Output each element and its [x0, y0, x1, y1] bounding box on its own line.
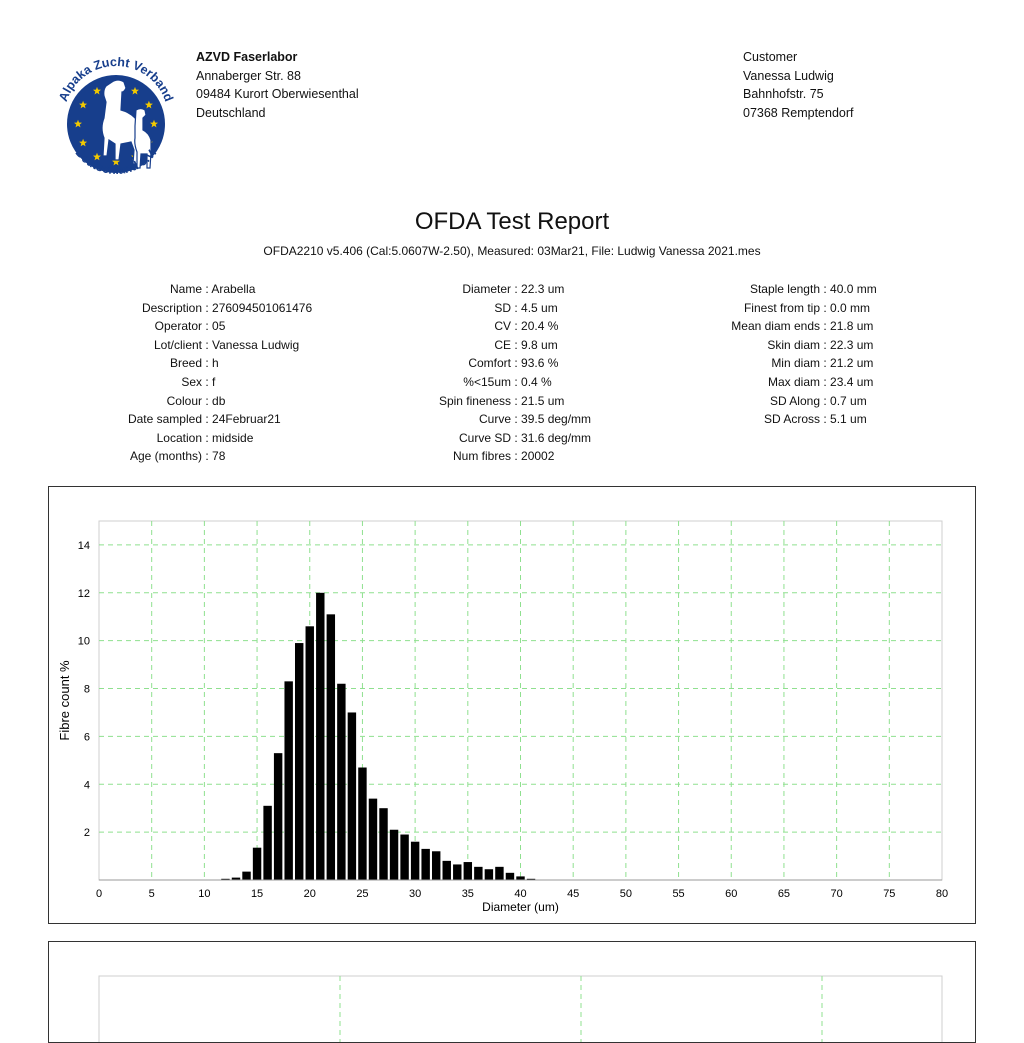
stat-label: SD Along — [769, 393, 820, 408]
stat-separator: : — [820, 337, 831, 352]
stat-row — [100, 429, 312, 448]
stat-label: Operator — [154, 319, 202, 334]
histogram-bar — [421, 849, 429, 880]
x-axis-label: Diameter (um) — [482, 900, 559, 914]
histogram-bar — [443, 861, 451, 880]
x-tick-label: 65 — [777, 888, 791, 900]
customer-name: Vanessa Ludwig — [743, 68, 834, 83]
stat-row — [100, 299, 312, 318]
stat-label: Description — [141, 300, 202, 315]
stat-label: Location — [156, 430, 202, 445]
stat-row — [100, 447, 312, 466]
histogram-bar — [358, 768, 366, 880]
stat-row — [416, 317, 591, 336]
stat-row — [700, 317, 877, 336]
stat-value: 05 — [212, 319, 226, 334]
lab-city: 09484 Kurort Oberwiesenthal — [196, 87, 359, 101]
stat-separator: : — [511, 356, 522, 371]
stat-value: 39.5 deg/mm — [521, 412, 592, 427]
customer-city: 07368 Remptendorf — [743, 105, 854, 120]
stat-separator: : — [511, 412, 522, 427]
diameter-histogram — [49, 487, 975, 923]
sample-info-list — [100, 280, 312, 466]
stat-row — [100, 354, 312, 373]
x-tick-label: 5 — [148, 888, 155, 900]
lab-country: Deutschland — [196, 105, 266, 120]
stat-label: CE — [494, 337, 511, 352]
profile-chart-grid — [49, 942, 975, 1042]
stat-separator: : — [511, 430, 522, 445]
stat-row — [416, 280, 591, 299]
histogram-bar — [432, 851, 440, 880]
y-tick-label: 10 — [77, 635, 90, 648]
stat-row — [416, 299, 591, 318]
stat-value: h — [212, 356, 219, 371]
histogram-grid — [99, 521, 942, 880]
histogram-bar — [369, 799, 377, 880]
stat-row — [700, 392, 877, 411]
lab-name: AZVD Faserlabor — [196, 50, 298, 64]
histogram-bar — [485, 869, 493, 880]
stat-value: 0.4 % — [521, 374, 552, 389]
x-tick-label: 45 — [567, 888, 580, 900]
plot-area — [99, 521, 942, 880]
stat-value: 22.3 um — [830, 337, 874, 352]
stat-value: 9.8 um — [521, 337, 558, 352]
stat-separator: : — [820, 393, 831, 408]
azvd-logo — [54, 52, 178, 184]
x-tick-label: 50 — [619, 888, 632, 900]
stat-separator: : — [820, 374, 831, 389]
x-tick-label: 60 — [725, 888, 738, 900]
stat-value: 4.5 um — [521, 300, 558, 315]
histogram-bar — [495, 867, 503, 880]
stat-row — [700, 354, 877, 373]
stat-label: Age (months) — [129, 449, 202, 464]
x-tick-label: 20 — [303, 888, 316, 900]
customer-street: Bahnhofstr. 75 — [743, 87, 824, 101]
stat-row — [100, 336, 312, 355]
stat-label: Mean diam ends — [731, 319, 820, 334]
stat-label: CV — [494, 319, 511, 334]
histogram-axes — [78, 540, 948, 900]
stat-row — [416, 447, 591, 466]
stat-value: 93.6 % — [521, 356, 559, 371]
y-tick-label: 14 — [77, 539, 90, 552]
stat-value: 24Februar21 — [212, 412, 281, 427]
stat-separator: : — [511, 282, 522, 296]
logo-bottom-text: Deutschland e.V. — [72, 145, 160, 178]
stat-row — [416, 429, 591, 448]
stat-label: Finest from tip — [743, 300, 820, 315]
profile-panel — [48, 941, 976, 1043]
staple-stats-list — [700, 280, 877, 429]
stat-separator: : — [202, 356, 213, 371]
histogram-bar — [348, 712, 356, 880]
x-tick-label: 80 — [935, 888, 949, 900]
stat-row — [700, 336, 877, 355]
histogram-bar — [284, 681, 292, 880]
x-tick-label: 10 — [198, 888, 211, 900]
x-tick-label: 55 — [672, 888, 685, 900]
stat-label: Comfort — [468, 356, 511, 371]
stat-separator: : — [511, 393, 522, 408]
stat-label: Colour — [166, 393, 202, 408]
stat-label: Staple length — [749, 282, 820, 296]
histogram-bar — [411, 842, 419, 880]
y-tick-label: 2 — [83, 827, 90, 840]
y-axis-label: Fibre count % — [57, 660, 72, 741]
stat-value: 21.8 um — [830, 319, 874, 334]
stat-value: Vanessa Ludwig — [212, 337, 300, 352]
stat-separator: : — [202, 300, 213, 315]
histogram-bar — [306, 626, 314, 880]
stat-row — [700, 373, 877, 392]
y-tick-label: 4 — [83, 779, 90, 792]
lab-address — [196, 48, 359, 122]
stat-label: Min diam — [771, 356, 820, 371]
plot-area — [99, 976, 942, 1042]
report-title: OFDA Test Report — [414, 208, 610, 235]
y-tick-label: 12 — [77, 587, 90, 600]
stat-row — [416, 392, 591, 411]
stat-label: Breed — [169, 356, 202, 371]
logo-top-text: Alpaka Zucht Verband — [56, 54, 176, 104]
stat-value: 40.0 mm — [830, 282, 877, 296]
stat-row — [100, 317, 312, 336]
stat-value: db — [212, 393, 226, 408]
stat-label: Curve SD — [458, 430, 511, 445]
stat-value: 21.2 um — [830, 356, 874, 371]
x-tick-label: 70 — [830, 888, 843, 900]
stat-row — [700, 410, 877, 429]
stat-value: 22.3 um — [521, 282, 565, 296]
lab-street: Annaberger Str. 88 — [196, 68, 301, 83]
x-tick-label: 75 — [883, 888, 896, 900]
histogram-bar — [379, 808, 387, 880]
stat-row — [416, 354, 591, 373]
fibre-stats-list — [416, 280, 591, 466]
stat-separator: : — [202, 449, 213, 464]
stat-value: 20.4 % — [521, 319, 559, 334]
stat-separator: : — [820, 282, 831, 296]
stat-value: 23.4 um — [830, 374, 874, 389]
stat-row — [100, 410, 312, 429]
histogram-bar — [242, 872, 250, 880]
x-tick-label: 15 — [250, 888, 264, 900]
stat-value: Arabella — [211, 282, 256, 296]
x-tick-label: 30 — [409, 888, 422, 900]
stat-label: %<15um — [463, 374, 511, 389]
histogram-bar — [316, 593, 324, 880]
histogram-bar — [464, 862, 472, 880]
stat-separator: : — [511, 449, 522, 464]
x-tick-label: 0 — [95, 888, 103, 900]
stat-separator: : — [511, 374, 522, 389]
y-tick-label: 6 — [83, 731, 90, 744]
histogram-bar — [400, 835, 408, 880]
stat-separator: : — [820, 356, 831, 371]
stat-separator: : — [820, 319, 831, 334]
stat-separator: : — [820, 412, 831, 427]
stat-separator: : — [202, 374, 213, 389]
stat-value: 78 — [212, 449, 226, 464]
stat-value: 5.1 um — [830, 412, 867, 427]
report-subtitle: OFDA2210 v5.406 (Cal:5.0607W-2.50), Measured: 03Mar21, File: Ludwig Vanessa 2021.mes — [263, 244, 761, 258]
stat-separator: : — [202, 430, 213, 445]
histogram-bar — [474, 867, 482, 880]
x-tick-label: 25 — [356, 888, 369, 900]
stat-row — [100, 373, 312, 392]
stat-separator: : — [820, 300, 831, 315]
stat-label: Diameter — [462, 282, 511, 296]
histogram-bar — [506, 873, 514, 880]
stat-value: f — [212, 374, 216, 389]
stat-value: 276094501061476 — [212, 300, 313, 315]
stat-value: 31.6 deg/mm — [521, 430, 592, 445]
stat-row — [100, 392, 312, 411]
stat-row — [700, 299, 877, 318]
stat-row — [416, 336, 591, 355]
stat-label: Sex — [181, 374, 202, 389]
y-tick-label: 8 — [83, 683, 90, 696]
stat-separator: : — [202, 282, 212, 296]
x-tick-label: 40 — [514, 888, 527, 900]
histogram-bar — [295, 643, 303, 880]
stat-separator: : — [202, 319, 213, 334]
stat-separator: : — [202, 337, 213, 352]
histogram-bar — [274, 753, 282, 880]
stat-label: Num fibres — [452, 449, 511, 464]
stat-row — [100, 280, 312, 299]
stat-value: 0.7 um — [830, 393, 867, 408]
stat-label: Name — [169, 282, 202, 296]
stat-separator: : — [511, 300, 522, 315]
customer-address — [743, 48, 854, 122]
histogram-bar — [253, 848, 261, 880]
stat-row — [416, 373, 591, 392]
stat-separator: : — [511, 337, 522, 352]
stat-label: Skin diam — [767, 337, 820, 352]
stat-row — [416, 410, 591, 429]
histogram-bar — [390, 830, 398, 880]
stat-label: SD Across — [763, 412, 820, 427]
stat-row — [700, 280, 877, 299]
stat-label: Curve — [478, 412, 511, 427]
stat-label: Lot/client — [153, 337, 202, 352]
stat-label: Date sampled — [127, 412, 202, 427]
histogram-bar — [263, 806, 271, 880]
x-tick-label: 35 — [461, 888, 474, 900]
stat-separator: : — [202, 412, 213, 427]
histogram-bar — [327, 614, 335, 880]
stat-separator: : — [202, 393, 213, 408]
stat-label: Spin fineness — [438, 393, 511, 408]
histogram-bar — [453, 864, 461, 880]
stat-separator: : — [511, 319, 522, 334]
histogram-panel — [48, 486, 976, 924]
stat-label: Max diam — [767, 374, 820, 389]
customer-heading: Customer — [743, 50, 798, 64]
stat-value: 20002 — [521, 449, 555, 464]
stat-value: 0.0 mm — [830, 300, 871, 315]
histogram-bar — [516, 876, 524, 880]
stat-value: midside — [212, 430, 254, 445]
stat-label: SD — [494, 300, 511, 315]
stat-value: 21.5 um — [521, 393, 565, 408]
histogram-bar — [337, 684, 345, 880]
